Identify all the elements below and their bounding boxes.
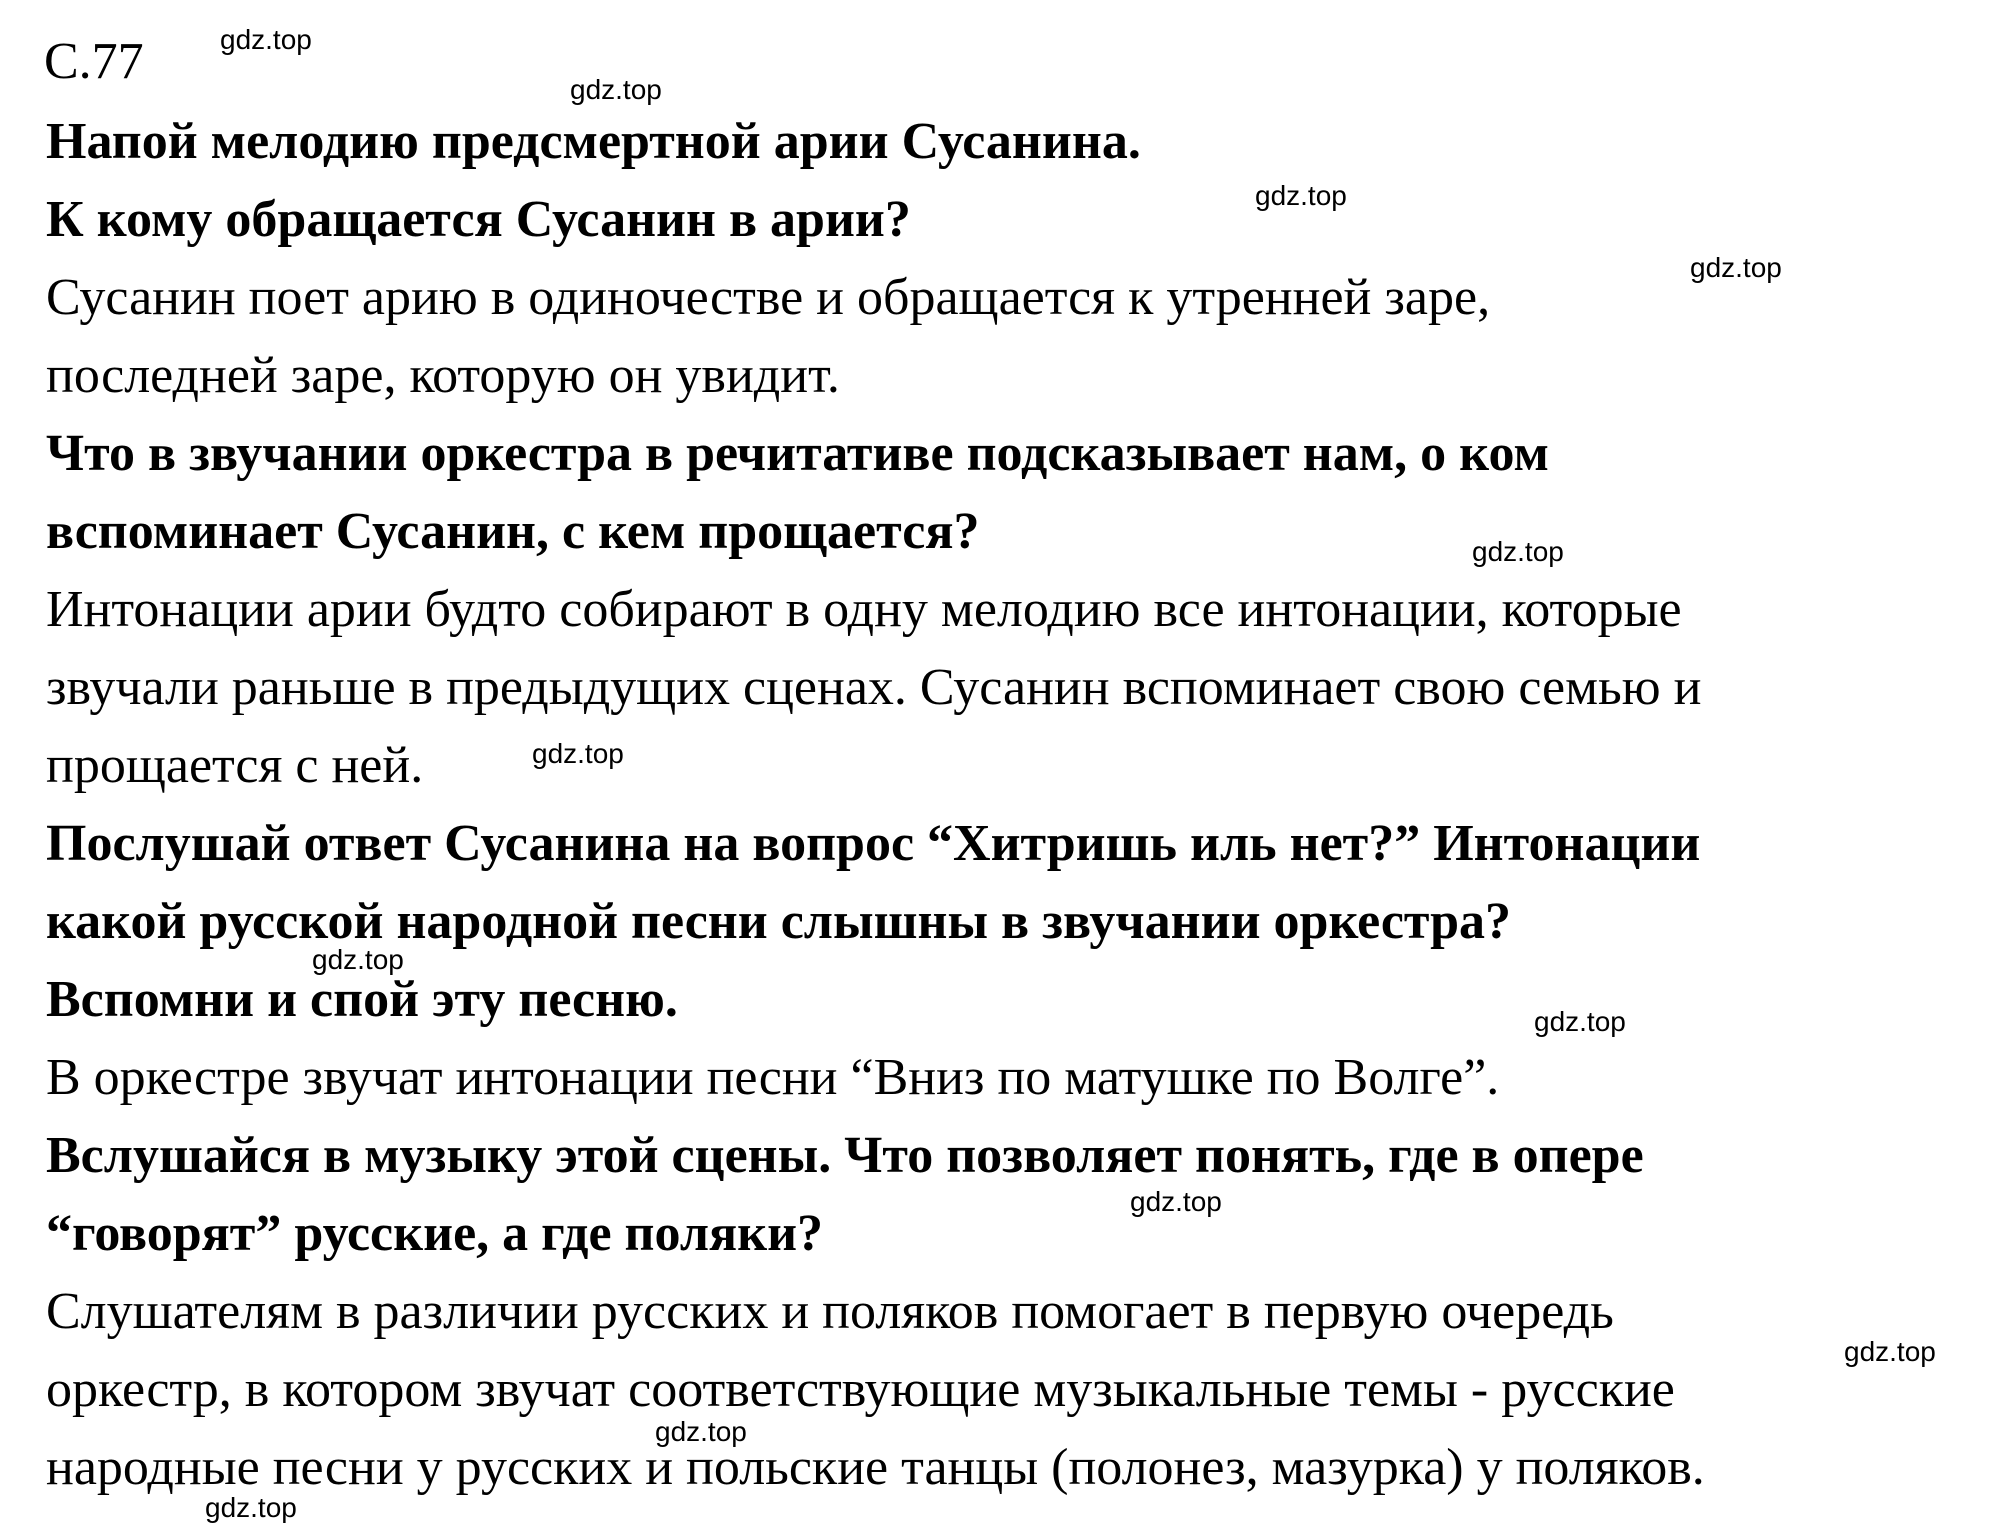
answer-line: народные песни у русских и польские танцы (полонез, мазурка) у поляков. bbox=[46, 1439, 1705, 1496]
answer-line: В оркестре звучат интонации песни “Вниз по матушке по Волге”. bbox=[46, 1049, 1500, 1106]
watermark: gdz.top bbox=[1472, 536, 1564, 567]
question-line: Вспомни и спой эту песню. bbox=[46, 971, 678, 1028]
answer-line: Слушателям в различии русских и поляков помогает в первую очередь bbox=[46, 1283, 1614, 1340]
answer-line: последней заре, которую он увидит. bbox=[46, 347, 840, 404]
watermark: gdz.top bbox=[1130, 1186, 1222, 1217]
watermark: gdz.top bbox=[220, 24, 312, 55]
watermark: gdz.top bbox=[570, 74, 662, 105]
question-line: Напой мелодию предсмертной арии Сусанина. bbox=[46, 113, 1141, 170]
question-line: Что в звучании оркестра в речитативе подсказывает нам, о ком bbox=[46, 425, 1549, 482]
answer-line: Сусанин поет арию в одиночестве и обращается к утренней заре, bbox=[46, 269, 1491, 326]
question-line: какой русской народной песни слышны в звучании оркестра? bbox=[46, 893, 1512, 950]
watermark: gdz.top bbox=[1690, 252, 1782, 283]
question-line: “говорят” русские, а где поляки? bbox=[46, 1205, 824, 1262]
watermark: gdz.top bbox=[312, 944, 404, 975]
answer-line: прощается с ней. bbox=[46, 737, 424, 794]
question-line: Послушай ответ Сусанина на вопрос “Хитришь иль нет?” Интонации bbox=[46, 815, 1701, 872]
watermark: gdz.top bbox=[532, 738, 624, 769]
watermark: gdz.top bbox=[1255, 180, 1347, 211]
watermark: gdz.top bbox=[205, 1492, 297, 1523]
question-line: Вслушайся в музыку этой сцены. Что позволяет понять, где в опере bbox=[46, 1127, 1644, 1184]
watermark: gdz.top bbox=[1844, 1336, 1936, 1367]
watermark: gdz.top bbox=[1534, 1006, 1626, 1037]
question-line: вспоминает Сусанин, с кем прощается? bbox=[46, 503, 980, 560]
answer-line: Интонации арии будто собирают в одну мелодию все интонации, которые bbox=[46, 581, 1682, 638]
answer-line: звучали раньше в предыдущих сценах. Сусанин вспоминает свою семью и bbox=[46, 659, 1702, 716]
answer-line: оркестр, в котором звучат соответствующие музыкальные темы - русские bbox=[46, 1361, 1675, 1418]
question-line: К кому обращается Сусанин в арии? bbox=[46, 191, 911, 248]
page-number: С.77 bbox=[44, 33, 144, 90]
watermark: gdz.top bbox=[655, 1416, 747, 1447]
